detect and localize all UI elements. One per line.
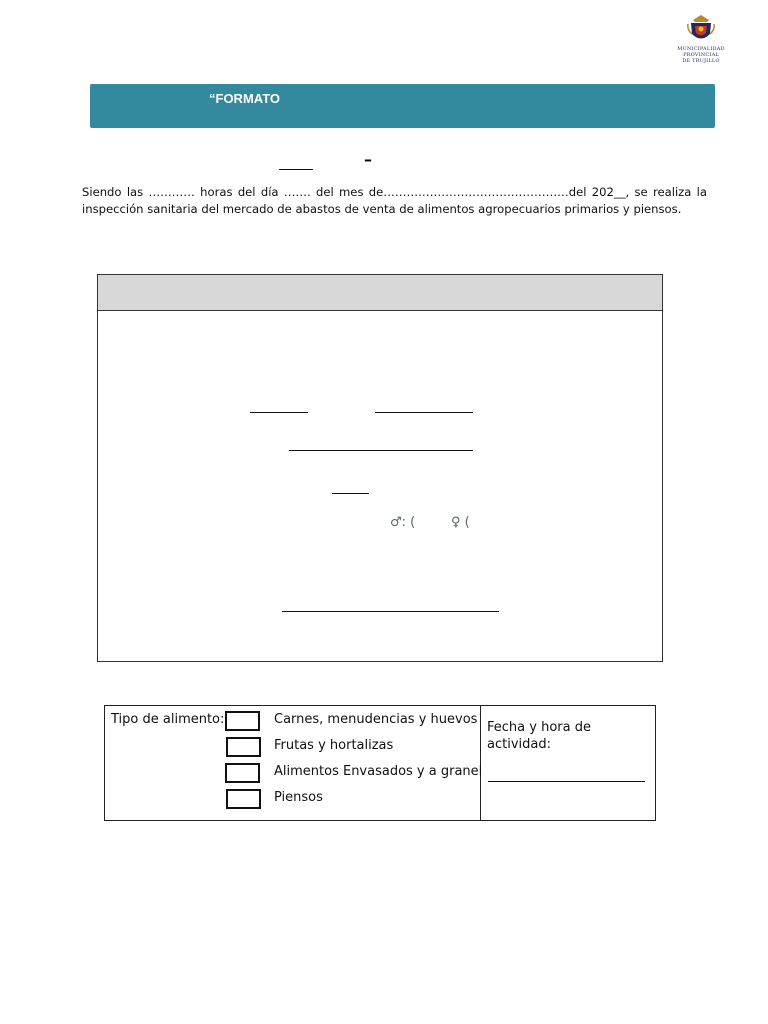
date-blank-line[interactable] [488, 781, 645, 782]
signature-blank-line[interactable] [282, 611, 499, 612]
option-label-envasados: Alimentos Envasados y a granel [274, 764, 483, 779]
inspection-details-header [98, 275, 662, 311]
field-blank-line[interactable] [375, 412, 473, 413]
table-divider [480, 705, 481, 821]
coat-of-arms-icon [687, 14, 715, 44]
food-type-label: Tipo de alimento: [111, 712, 225, 727]
field-blank-line[interactable] [332, 493, 369, 494]
date-label-line1: Fecha y hora de [487, 720, 591, 735]
checkbox-carnes[interactable] [225, 711, 260, 731]
male-count-field: ♂: ( [390, 515, 416, 530]
checkbox-envasados[interactable] [225, 763, 260, 783]
option-label-carnes: Carnes, menudencias y huevos [274, 712, 478, 727]
inspection-details-box [97, 274, 663, 662]
municipality-logo [676, 14, 726, 68]
option-label-frutas: Frutas y hortalizas [274, 738, 394, 753]
date-label-line2: actividad: [487, 737, 551, 752]
option-label-piensos: Piensos [274, 790, 323, 805]
female-count-field: ♀ ( [451, 515, 470, 530]
logo-text-line3: DE TRUJILLO [682, 58, 720, 64]
field-blank-line[interactable] [289, 450, 473, 451]
checkbox-piensos[interactable] [226, 789, 261, 809]
logo-text-line2: PROVINCIAL [683, 52, 719, 58]
heading-blank-line [279, 169, 313, 170]
title-banner [90, 84, 715, 128]
intro-paragraph: Siendo las ………… horas del día ……. del mes de…………………………………………del 202__, se realiza la inspección sanitaria del mercado de abastos de venta de alimentos agropecuarios primarios y piensos. [82, 185, 707, 216]
heading-dash: – [364, 150, 372, 169]
field-blank-line[interactable] [250, 412, 308, 413]
logo-text-line1: MUNICIPALIDAD [677, 46, 725, 52]
checkbox-frutas[interactable] [226, 737, 261, 757]
banner-title: “FORMATO [209, 91, 281, 106]
